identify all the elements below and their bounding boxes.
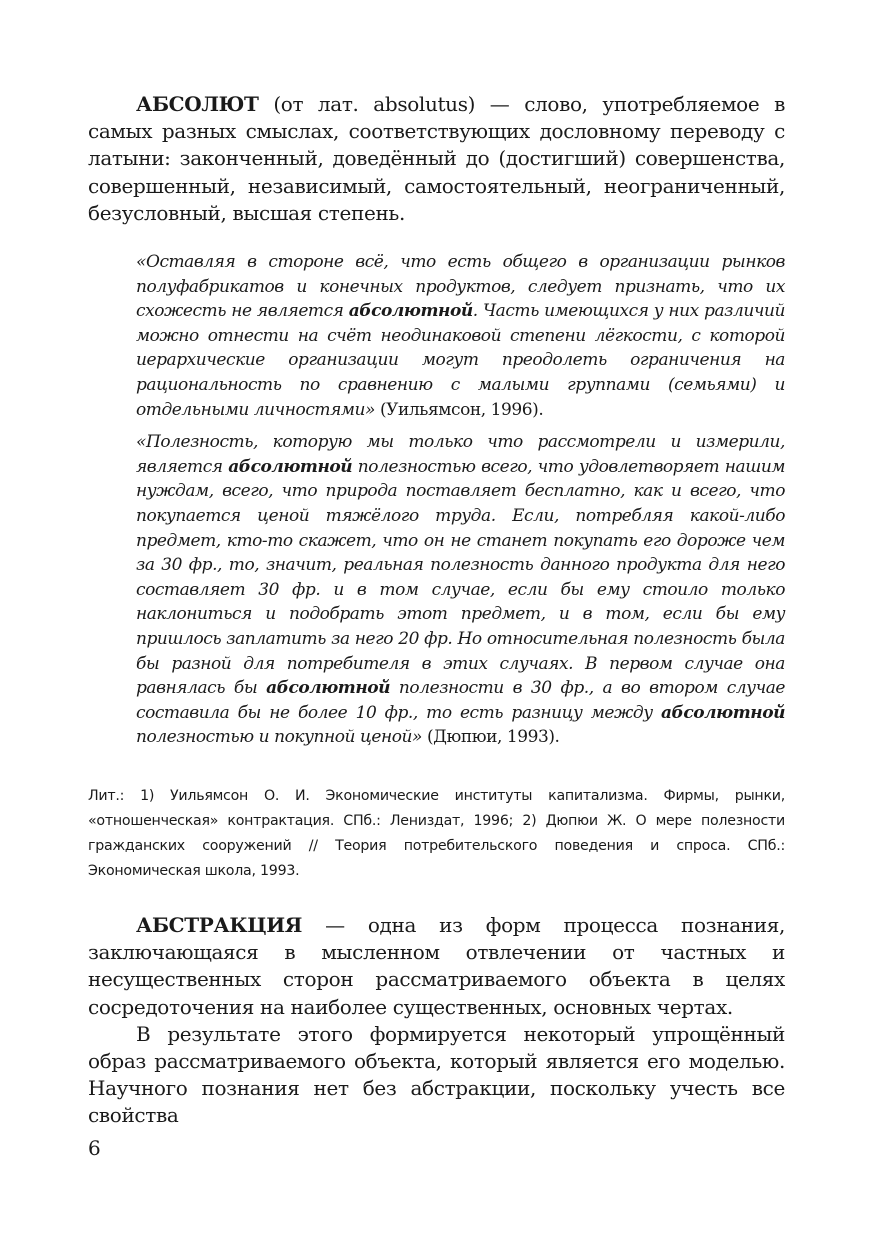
literature-references: Лит.: 1) Уильямсон О. И. Экономические институты капитализма. Фирмы, рынки, «отношенческая» контрактация. СПб.: Лениздат, 1996; 2) Дюпюи Ж. О мере полезности гражданских сооружений // Теория потребительского поведения и спроса. СПб.: Экономическая школа, 1993.: [88, 787, 785, 879]
quote-source: (Уильямсон, 1996).: [379, 399, 544, 420]
quote-emphasis: абсолютной: [266, 678, 391, 699]
entry-absolute-definition: [88, 91, 785, 227]
page-number: 6: [88, 1136, 101, 1160]
quote-text: . Часть имеющихся у них различий можно отнести на счёт неодинаковой степени лёгкости, с которой иерархические организации могут преодолеть ограничения на рациональность по сравнению с малыми группами (семьями) и отдельными личностями»: [136, 301, 785, 420]
quote-text: «Полезность, которую мы только что рассмотрели и измерили, является: [136, 432, 785, 477]
quote-text: «Оставляя в стороне всё, что есть общего в организации рынков полуфабрикатов и конечных продуктов, следует признать, что их схожесть не является: [136, 252, 785, 322]
quote-text: полезностью всего, что удовлетворяет нашим нуждам, всего, что природа поставляет бесплатно, как и всего, что покупается ценой тяжёлого труда. Если, потребляя какой-либо предмет, кто-то скажет, что он не станет покупать его дороже чем за 30 фр., то, значит, реальная полезность данного продукта для него составляет 30 фр. и в том случае, если бы ему стоило только наклониться и подобрать этот предмет, и в том, если бы ему пришлось заплатить за него 20 фр. Но относительная полезность была бы разной для потребителя в этих случаях. В первом случае она равнялась бы: [136, 456, 786, 699]
quote-emphasis: абсолютной: [660, 702, 785, 723]
quote-emphasis: абсолютной: [228, 456, 353, 477]
entry-term-absolute: АБСОЛЮТ: [136, 92, 259, 116]
quote-text: полезностью и покупной ценой»: [136, 727, 427, 748]
quote-text: полезности в 30 фр., а во втором случае составила бы не более 10 фр., то есть разницу между: [136, 678, 786, 723]
definition-text: (от лат. absolutus) — слово, употребляемое в самых разных смыслах, соответствующих дословному переводу с латыни: законченный, доведённый до (достигший) совершенства, совершенный, независимый, самостоятельный, неограниченный, безусловный, высшая степень.: [88, 92, 785, 225]
entry-term-abstraction: АБСТРАКЦИЯ: [136, 912, 303, 937]
entry-abstraction-paragraph: В результате этого формируется некоторый упрощённый образ рассматриваемого объекта, который является его моделью. Научного познания нет без абстракции, поскольку учесть все свойства: [88, 1021, 785, 1128]
definition-text: — одна из форм процесса познания, заключающаяся в мысленном отвлечении от частных и несущественных сторон рассматриваемого объекта в целях сосредоточения на наиболее существенных, основных чертах.: [88, 912, 785, 1019]
quote-williamson: [136, 250, 785, 422]
quote-dupuit: [136, 430, 785, 750]
quote-emphasis: абсолютной: [348, 301, 473, 322]
quote-source: (Дюпюи, 1993).: [426, 727, 560, 748]
entry-abstraction-definition: [88, 912, 785, 1021]
page-content: [88, 88, 785, 1130]
